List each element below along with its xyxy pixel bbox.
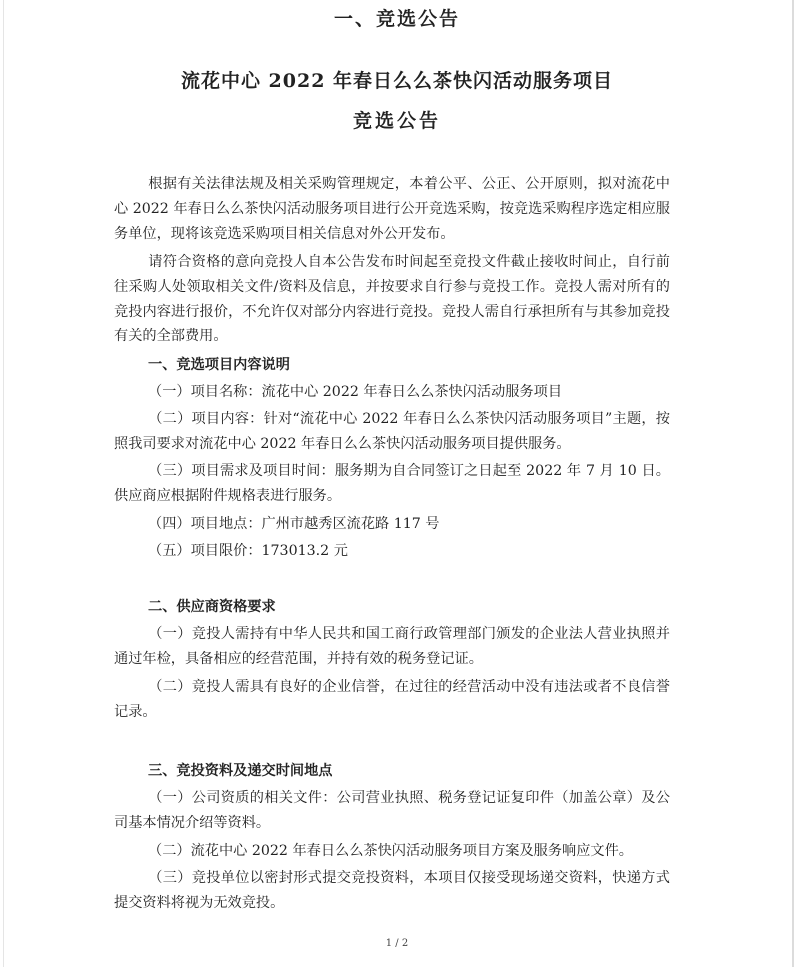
page-edge-left [3, 0, 4, 967]
document-title-line1: 流花中心 2022 年春日么么茶快闪活动服务项目 [180, 70, 614, 92]
intro-paragraph: 根据有关法律法规及相关采购管理规定，本着公平、公正、公开原则，拟对流花中心 2022 年春日么么茶快闪活动服务项目进行公开竞选采购，按竞选采购程序选定相应服务单位，现将该竞选采购项目相关信息对外公开发布。 [114, 176, 670, 242]
item-project-content: （二）项目内容：针对“流花中心 2022 年春日么么茶快闪活动服务项目”主题，按照我司要求对流花中心 2022 年春日么么茶快闪活动服务项目提供服务。 [114, 411, 670, 452]
item-project-plan: （二）流花中心 2022 年春日么么茶快闪活动服务项目方案及服务响应文件。 [148, 843, 633, 859]
item-business-license: （一）竞投人需持有中华人民共和国工商行政管理部门颁发的企业法人营业执照并通过年检，具备相应的经营范围，并持有效的税务登记证。 [114, 626, 670, 667]
item-project-name: （一）项目名称：流花中心 2022 年春日么么茶快闪活动服务项目 [148, 384, 563, 400]
heading-project-content: 一、竞选项目内容说明 [148, 357, 290, 373]
heading-submission: 三、竞投资料及递交时间地点 [148, 763, 333, 779]
instruction-paragraph: 请符合资格的意向竞投人自本公告发布时间起至竞投文件截止接收时间止，自行前往采购人处领取相关文件/资料及信息，并按要求自行参与竞投工作。竞投人需对所有的竞投内容进行报价，不允许仅对部分内容进行竞投。竞投人需自行承担所有与其参加竞投有关的全部费用。 [114, 254, 670, 345]
document-title-line2: 竞选公告 [352, 110, 441, 132]
page-number: 1 / 2 [385, 938, 409, 949]
item-sealed-submission: （三）竞投单位以密封形式提交竞投资料，本项目仅接受现场递交资料，快递方式提交资料将视为无效竞投。 [114, 870, 670, 911]
section-heading: 一、竞选公告 [333, 8, 460, 30]
item-project-location: （四）项目地点：广州市越秀区流花路 117 号 [148, 516, 440, 532]
item-project-price-limit: （五）项目限价：173013.2 元 [148, 543, 348, 559]
heading-supplier-qualification: 二、供应商资格要求 [148, 599, 276, 615]
item-company-documents: （一）公司资质的相关文件：公司营业执照、税务登记证复印件（加盖公章）及公司基本情况介绍等资料。 [114, 790, 670, 831]
item-project-time: （三）项目需求及项目时间：服务期为自合同签订之日起至 2022 年 7 月 10 日。供应商应根据附件规格表进行服务。 [114, 463, 670, 504]
item-credit-record: （二）竞投人需具有良好的企业信誉，在过往的经营活动中没有违法或者不良信誉记录。 [114, 679, 670, 720]
